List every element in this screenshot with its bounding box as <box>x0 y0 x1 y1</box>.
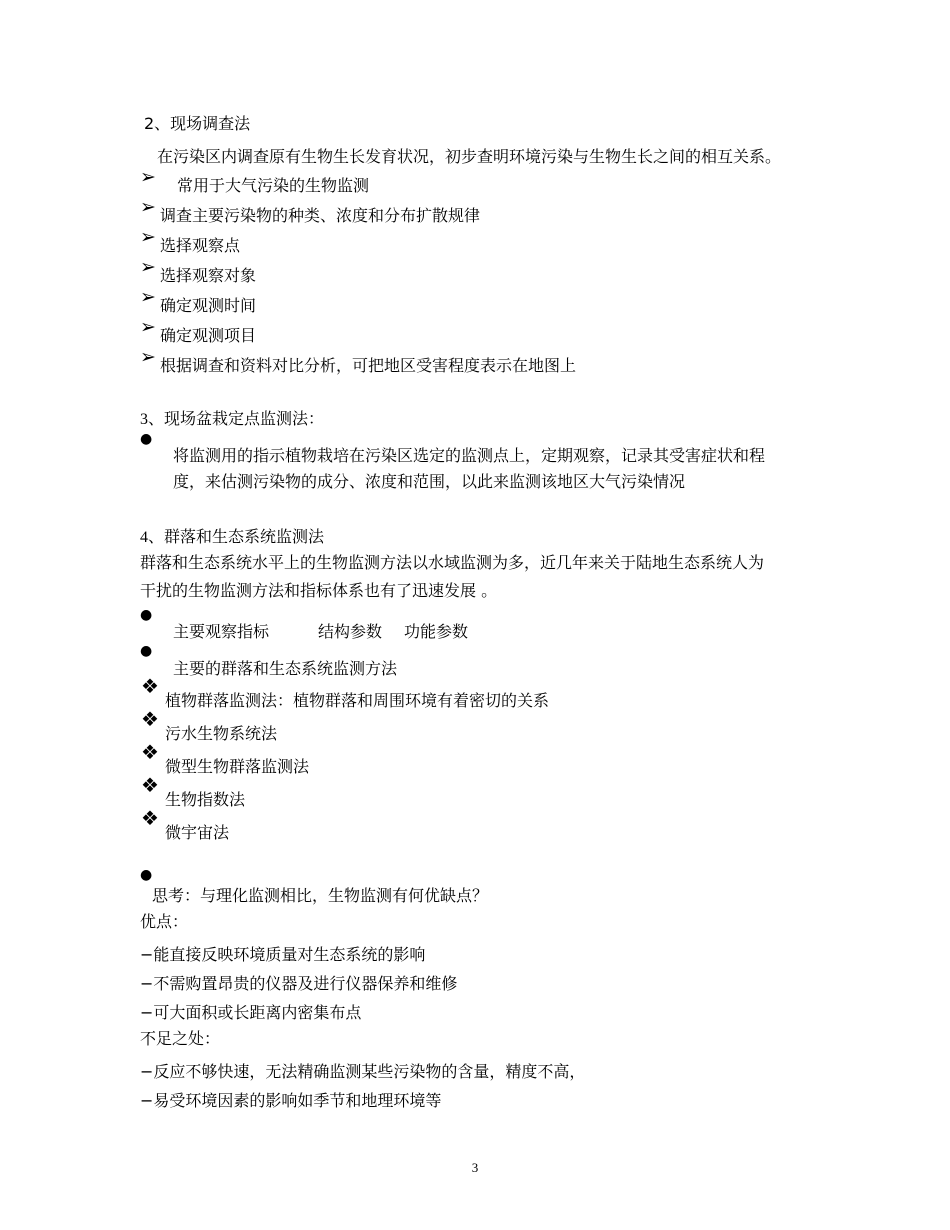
list-item: 选择观察对象 <box>160 266 257 285</box>
diamond-bullet-icon: ❖ <box>141 740 157 764</box>
list-item <box>140 974 457 993</box>
bullet-dot-icon: ● <box>140 431 153 447</box>
list-item: 确定观测时间 <box>160 296 257 315</box>
section-2-intro: 在污染区内调查原有生物生长发育状况，初步查明环境污染与生物生长之间的相互关系。 <box>157 147 782 166</box>
list-item: 确定观测项目 <box>160 326 257 345</box>
indicators-label: 主要观察指标 <box>173 622 270 641</box>
list-item: 选择观察点 <box>160 236 241 255</box>
list-item: 微宇宙法 <box>165 823 230 842</box>
section-2-heading: 2、现场调查法 <box>144 114 251 133</box>
dash-bullet-icon: − <box>140 1003 154 1022</box>
section-3-heading <box>140 409 324 429</box>
indicator-structure: 结构参数 <box>318 622 383 641</box>
list-item: 污水生物系统法 <box>165 724 278 743</box>
section-3-paragraph-line: 度，来估测污染物的成分、浓度和范围，以此来监测该地区大气污染情况 <box>173 472 686 491</box>
section-4-heading <box>140 527 324 547</box>
diamond-bullet-icon: ❖ <box>141 806 157 830</box>
thinking-question: 思考：与理化监测相比，生物监测有何优缺点？ <box>152 886 489 905</box>
arrow-bullet-icon: ➢ <box>140 256 156 278</box>
dash-bullet-icon: − <box>140 974 154 993</box>
list-item-text: 可大面积或长距离内密集布点 <box>153 1003 362 1022</box>
list-item <box>140 1091 441 1110</box>
section-title: 、现场盆栽定点监测法： <box>148 409 325 428</box>
arrow-bullet-icon: ➢ <box>140 226 156 248</box>
indicator-function: 功能参数 <box>404 622 469 641</box>
list-item-text: 不需购置昂贵的仪器及进行仪器保养和维修 <box>153 974 458 993</box>
arrow-bullet-icon: ➢ <box>140 166 156 188</box>
list-item <box>140 1062 585 1081</box>
section-4-paragraph-line: 干扰的生物监测方法和指标体系也有了迅速发展 。 <box>140 581 498 600</box>
arrow-bullet-icon: ➢ <box>140 346 156 368</box>
list-item: 微型生物群落监测法 <box>165 757 310 776</box>
list-item: 常用于大气污染的生物监测 <box>177 176 370 195</box>
section-number: 3 <box>140 411 148 428</box>
list-item: 调查主要污染物的种类、浓度和分布扩散规律 <box>160 206 481 225</box>
methods-label: 主要的群落和生态系统监测方法 <box>173 659 398 678</box>
section-number: 4 <box>140 529 148 546</box>
section-3-paragraph-line: 将监测用的指示植物栽培在污染区选定的监测点上，定期观察，记录其受害症状和程 <box>173 446 766 465</box>
diamond-bullet-icon: ❖ <box>141 674 157 698</box>
diamond-bullet-icon: ❖ <box>141 707 157 731</box>
list-item: 植物群落监测法：植物群落和周围环境有着密切的关系 <box>165 691 550 710</box>
arrow-bullet-icon: ➢ <box>140 196 156 218</box>
list-item-text: 易受环境因素的影响如季节和地理环境等 <box>153 1091 442 1110</box>
list-item <box>140 1003 361 1022</box>
section-4-paragraph-line: 群落和生态系统水平上的生物监测方法以水域监测为多，近几年来关于陆地生态系统人为 <box>140 553 765 572</box>
section-title: 、群落和生态系统监测法 <box>148 527 325 546</box>
bullet-dot-icon: ● <box>140 643 153 659</box>
diamond-bullet-icon: ❖ <box>141 773 157 797</box>
bullet-dot-icon: ● <box>140 607 153 623</box>
list-item: 根据调查和资料对比分析，可把地区受害程度表示在地图上 <box>160 356 577 375</box>
arrow-bullet-icon: ➢ <box>140 316 156 338</box>
list-item: 生物指数法 <box>165 790 246 809</box>
page-number: 3 <box>471 1160 479 1175</box>
pros-label: 优点： <box>140 912 189 931</box>
dash-bullet-icon: − <box>140 1091 154 1110</box>
list-item-text: 反应不够快速，无法精确监测某些污染物的含量，精度不高， <box>153 1062 586 1081</box>
list-item-text: 能直接反映环境质量对生态系统的影响 <box>153 945 426 964</box>
bullet-dot-icon: ● <box>140 867 153 883</box>
list-item <box>140 945 425 964</box>
arrow-bullet-icon: ➢ <box>140 286 156 308</box>
dash-bullet-icon: − <box>140 1062 154 1081</box>
dash-bullet-icon: − <box>140 945 154 964</box>
cons-label: 不足之处： <box>140 1029 221 1048</box>
